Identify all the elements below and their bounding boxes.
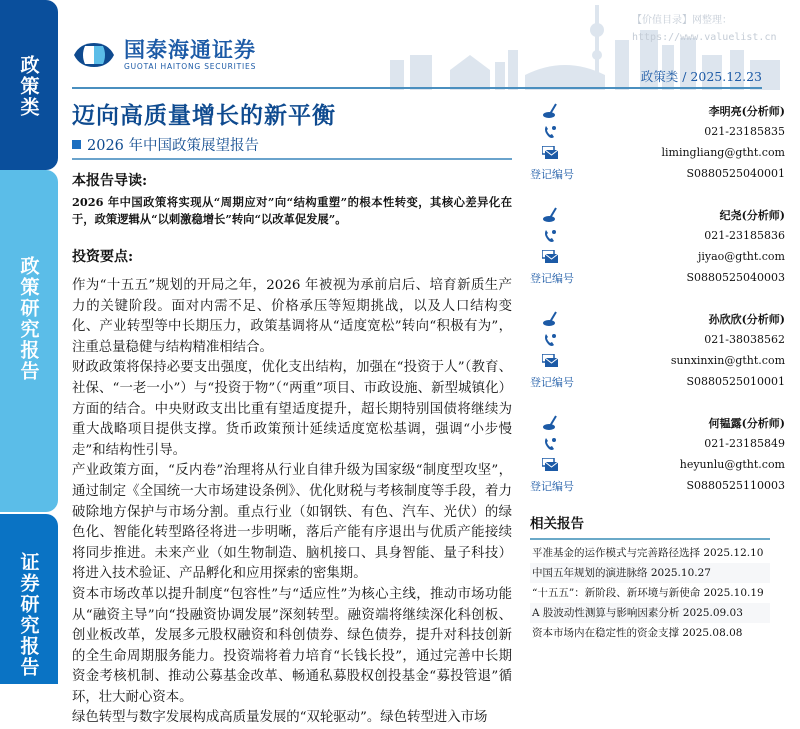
analyst-email[interactable]: jiyao@gtht.com — [697, 250, 785, 263]
report-title: 迈向高质量增长的新平衡 — [72, 102, 336, 129]
logo-mark-icon — [72, 42, 116, 68]
related-report-link[interactable]: 平准基金的运作模式与完善路径选择 2025.12.10 — [532, 547, 764, 559]
guide-summary: 2026 年中国政策将实现从“周期应对”向“结构重塑”的根本性转变，其核心差异化在于，政策逻辑从“以刺激稳增长”转向“以改革促发展”。 — [72, 195, 512, 226]
sidebar-tab-report-type — [0, 170, 58, 512]
email-icon — [530, 250, 570, 263]
logo-chinese-name: 国泰海通证券 — [124, 38, 256, 62]
sidebar-tab-label: 政策研究报告 — [17, 256, 40, 382]
watermark — [632, 12, 777, 46]
related-divider — [530, 538, 770, 540]
analyst-registration-number: S0880525040003 — [686, 271, 785, 284]
analyst-phone: 021-23185835 — [704, 125, 785, 138]
subtitle-text: 2026 年中国政策展望报告 — [87, 138, 260, 154]
pen-icon — [530, 207, 570, 223]
body-paragraph: 绿色转型与数字发展构成高质量发展的“双轮驱动”。绿色转型进入市场 — [72, 710, 488, 726]
registration-label: 登记编号 — [530, 167, 574, 181]
sidebar-tab-securities — [0, 514, 58, 684]
sidebar-tab-category — [0, 0, 58, 170]
logo-english-name: GUOTAI HAITONG SECURITIES — [124, 62, 257, 71]
phone-icon — [530, 125, 570, 139]
sidebar-tab-label: 证券研究报告 — [17, 552, 40, 678]
analyst-email[interactable]: limingliang@gtht.com — [661, 146, 785, 159]
analyst-card — [530, 412, 785, 516]
registration-label: 登记编号 — [530, 271, 574, 285]
analyst-registration-number: S0880525040001 — [686, 167, 785, 180]
related-report-link[interactable]: “十五五”：新阶段、新环境与新使命 2025.10.19 — [532, 587, 764, 599]
analyst-name: 何韫露(分析师) — [708, 416, 785, 430]
analyst-card — [530, 204, 785, 308]
report-subtitle — [72, 134, 259, 155]
analyst-email[interactable]: sunxinxin@gtht.com — [670, 354, 785, 367]
phone-icon — [530, 333, 570, 347]
company-logo — [72, 38, 256, 71]
registration-label: 登记编号 — [530, 375, 574, 389]
body-paragraph: 财政政策将保持必要支出强度，优化支出结构，加强在“投资于人”（教育、社保、“一老一小”）与“投资于物”（“两重”项目、市政设施、新型城镇化）方面的结合。中央财政支出比重有望适度提升，超长期特别国债将继续为重大战略项目提供支撑。货币政策预计延续适度宽松基调，强调“小步慢走”和结构性引导。 — [72, 360, 512, 458]
investment-points-heading: 投资要点: — [72, 249, 134, 265]
square-bullet-icon — [72, 140, 81, 149]
guide-heading: 本报告导读: — [72, 173, 148, 189]
analyst-registration-number: S0880525010001 — [686, 375, 785, 388]
related-reports-heading: 相关报告 — [530, 516, 584, 532]
related-report-link[interactable]: 中国五年规划的演进脉络 2025.10.27 — [530, 563, 770, 583]
analyst-card — [530, 308, 785, 412]
watermark-line2: https://www.valuelist.cn — [632, 32, 777, 43]
analyst-registration-number: S0880525110003 — [686, 479, 785, 492]
phone-icon — [530, 229, 570, 243]
analyst-phone: 021-23185849 — [704, 437, 785, 450]
pen-icon — [530, 311, 570, 327]
analyst-name: 李明亮(分析师) — [708, 104, 785, 118]
body-paragraph: 作为“十五五”规划的开局之年，2026 年被视为承前启后、培育新质生产力的关键阶段。面对内需不足、价格承压等短期挑战，以及人口结构变化、产业转型等中长期压力，政策基调将从“适度宽松”转向“积极有为”，注重总量稳健与结构精准相结合。 — [72, 278, 512, 355]
related-reports — [530, 514, 770, 643]
related-report-link[interactable]: 资本市场内在稳定性的资金支撑 2025.08.08 — [532, 627, 743, 639]
analyst-phone: 021-23185836 — [704, 229, 785, 242]
pen-icon — [530, 415, 570, 431]
watermark-line1: 【价值目录】网整理： — [632, 15, 732, 26]
related-report-link[interactable]: A 股波动性测算与影响因素分析 2025.09.03 — [530, 603, 770, 623]
analyst-name: 纪尧(分析师) — [719, 208, 785, 222]
body-paragraph: 产业政策方面，“反内卷”治理将从行业自律升级为国家级“制度型攻坚”，通过制定《全国统一大市场建设条例》、优化财税与考核制度等手段，着力破除地方保护与市场分割。重点行业（如钢铁、有色、汽车、光伏）的绿色化、智能化转型路径将进一步明晰，落后产能有序退出与优质产能接续将同步推进。未来产业（如生物制造、脑机接口、具身智能、量子科技）将进入技术验证、产品孵化和应用探索的密集期。 — [72, 463, 512, 582]
email-icon — [530, 354, 570, 367]
analyst-phone: 021-38038562 — [704, 333, 785, 346]
phone-icon — [530, 437, 570, 451]
analyst-name: 孙欣欣(分析师) — [708, 312, 785, 326]
sidebar — [0, 0, 58, 678]
registration-label: 登记编号 — [530, 479, 574, 493]
analyst-email[interactable]: heyunlu@gtht.com — [679, 458, 785, 471]
sidebar-tab-label: 政策类 — [17, 55, 40, 118]
analyst-list — [530, 100, 785, 516]
analyst-card — [530, 100, 785, 204]
subtitle-divider — [72, 158, 512, 160]
report-body — [72, 170, 512, 729]
doc-category-date: 政策类 / 2025.12.23 — [640, 69, 762, 84]
header-divider — [72, 87, 762, 89]
email-icon — [530, 458, 570, 471]
pen-icon — [530, 103, 570, 119]
body-paragraph: 资本市场改革以提升制度“包容性”与“适应性”为核心主线，推动市场功能从“融资主导”向“投融资协调发展”深刻转型。融资端将继续深化科创板、创业板改革，发展多元股权融资和科创债券、绿色债券，提升对科技创新的全生命周期服务能力。投资端将着力培育“长钱长投”，通过完善中长期资金考核机制、推动公募基金改革、畅通私募股权创投基金“募投管退”循环，壮大耐心资本。 — [72, 586, 512, 705]
email-icon — [530, 146, 570, 159]
